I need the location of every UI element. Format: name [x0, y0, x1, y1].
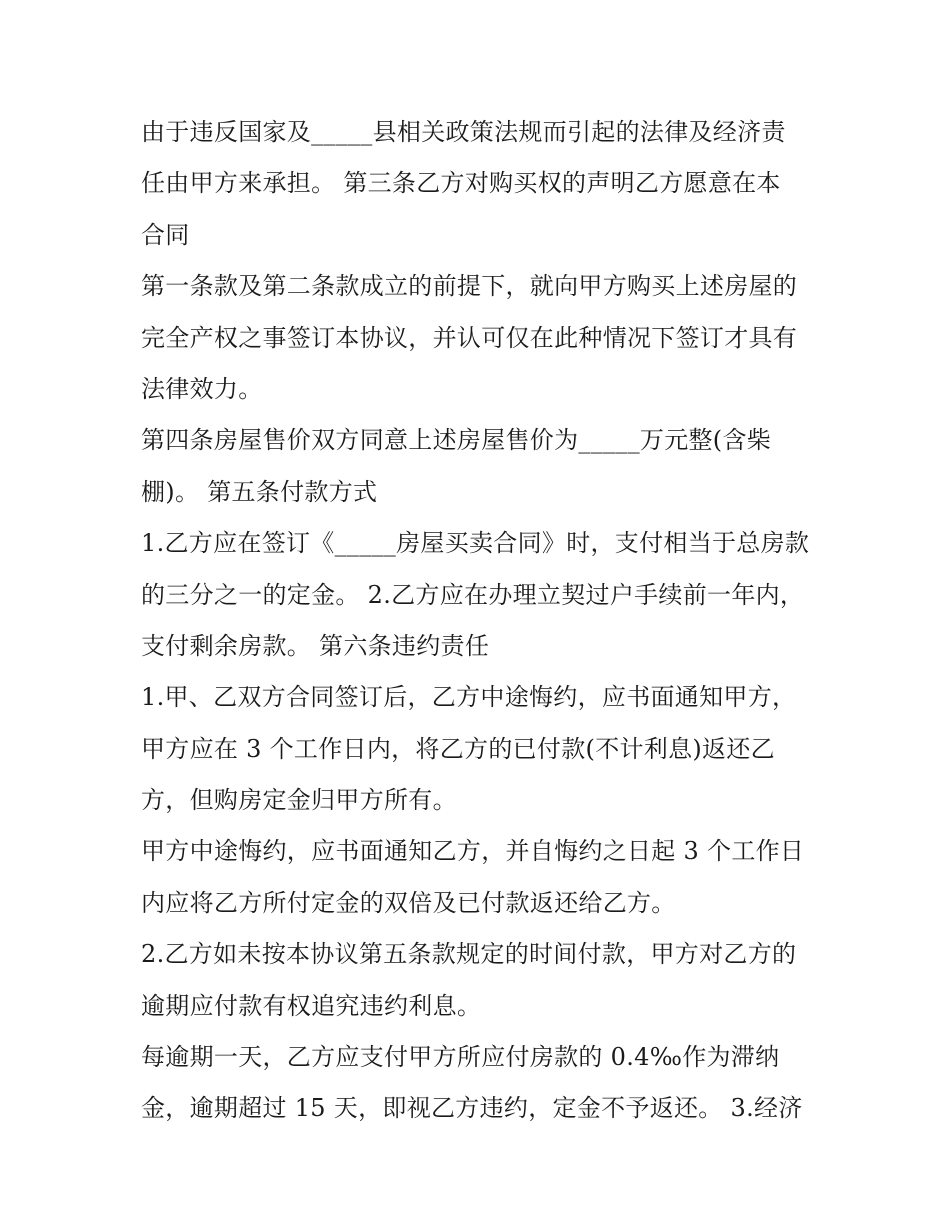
text-line: 合同: [141, 220, 190, 249]
text-line: 逾期应付款有权追究违约利息。: [141, 991, 482, 1020]
document-body: [141, 107, 821, 1135]
text-line: 支付剩余房款。 第六条违约责任: [141, 631, 490, 660]
text-line: 1.乙方应在签订《_____房屋买卖合同》时，支付相当于总房款: [141, 529, 810, 558]
text-line: 任由甲方来承担。 第三条乙方对购买权的声明乙方愿意在本: [141, 169, 781, 198]
text-line: 第一条款及第二条款成立的前提下，就向甲方购买上述房屋的: [141, 272, 798, 301]
text-line: 完全产权之事签订本协议，并认可仅在此种情况下签订才具有: [141, 323, 798, 352]
text-line: 棚)。 第五条付款方式: [141, 477, 378, 506]
text-line: 由于违反国家及_____县相关政策法规而引起的法律及经济责: [141, 118, 786, 146]
text-line: 方，但购房定金归甲方所有。: [141, 786, 457, 815]
text-line: 每逾期一天，乙方应支付甲方所应付房款的 0.4‰作为滞纳: [141, 1043, 780, 1072]
text-line: 内应将乙方所付定金的双倍及已付款返还给乙方。: [141, 888, 676, 917]
text-line: 第四条房屋售价双方同意上述房屋售价为_____万元整(含柴: [141, 426, 772, 455]
text-line: 甲方中途悔约，应书面通知乙方，并自悔约之日起 3 个工作日: [141, 837, 805, 866]
text-line: 的三分之一的定金。 2.乙方应在办理立契过户手续前一年内，: [141, 580, 805, 609]
text-line: 2.乙方如未按本协议第五条款规定的时间付款，甲方对乙方的: [141, 940, 797, 969]
text-line: 金，逾期超过 15 天，即视乙方违约，定金不予返还。 3.经济: [141, 1094, 803, 1123]
text-line: 1.甲、乙双方合同签订后，乙方中途悔约，应书面通知甲方，: [141, 683, 797, 712]
text-line: 法律效力。: [141, 374, 263, 403]
text-line: 甲方应在 3 个工作日内，将乙方的已付款(不计利息)返还乙: [141, 734, 775, 763]
